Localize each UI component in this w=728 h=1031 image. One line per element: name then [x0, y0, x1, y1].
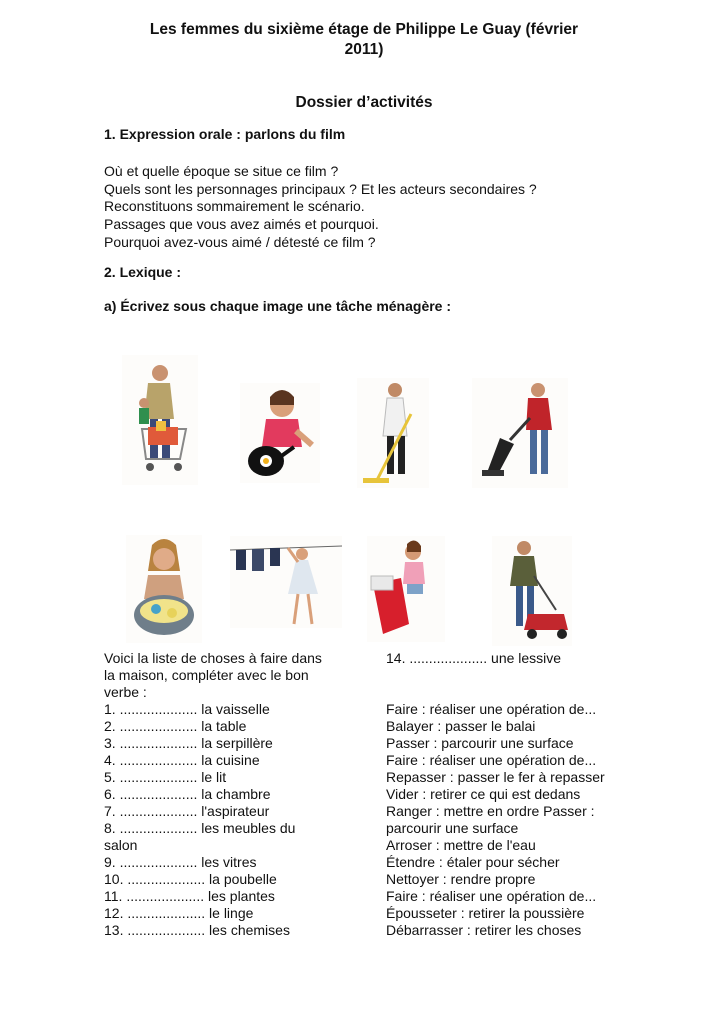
list-item: 1. .................... la vaisselle [104, 701, 270, 717]
woman-vacuuming-image [472, 378, 568, 488]
list-item: 4. .................... la cuisine [104, 752, 260, 768]
section-1-heading: 1. Expression orale : parlons du film [104, 126, 346, 142]
list-item-14: 14. .................... une lessive [386, 650, 562, 666]
question-5: Pourquoi avez-vous aimé / détesté ce film ? [104, 233, 376, 250]
definition-item: Balayer : passer le balai [386, 718, 536, 734]
man-lawn-mower-image [492, 536, 572, 646]
discussion-questions [104, 163, 537, 252]
verb-definitions [386, 650, 626, 939]
definition-item: Épousseter : retirer la poussière [386, 905, 585, 921]
list-item: 12. .................... le linge [104, 905, 254, 921]
document-title [104, 20, 624, 60]
question-4: Passages que vous avez aimés et pourquoi. [104, 216, 379, 233]
spacer [386, 667, 626, 684]
definition-item: Faire : réaliser une opération de... [386, 701, 597, 717]
title-line-1: Les femmes du sixième étage de Philippe Le Guay (février [149, 21, 579, 38]
definition-item: Faire : réaliser une opération de... [386, 888, 597, 904]
question-3: Reconstituons sommairement le scénario. [104, 198, 365, 215]
question-1: Où et quelle époque se situe ce film ? [104, 163, 339, 179]
list-item: 10. .................... la poubelle [104, 871, 277, 887]
intro-line-3: verbe : [104, 684, 147, 700]
definition-item: Repasser : passer le fer à repasser [386, 769, 605, 785]
list-item: 5. .................... le lit [104, 769, 227, 785]
definition-item: Nettoyer : rendre propre [386, 871, 536, 887]
intro-line-2: la maison, compléter avec le bon [104, 667, 309, 683]
section-2a-instruction: a) Écrivez sous chaque image une tâche ménagère : [104, 298, 452, 314]
woman-carrying-bags-image [367, 536, 445, 642]
man-shopping-cart-image [122, 355, 198, 485]
definition-item: parcourir une surface [386, 820, 519, 836]
woman-hanging-laundry-image [230, 536, 342, 628]
list-item: 8. .................... les meubles du [104, 820, 296, 836]
definition-item: Débarrasser : retirer les choses [386, 922, 582, 938]
list-item: 2. .................... la table [104, 718, 247, 734]
woman-laundry-basket-image [126, 535, 202, 643]
list-item: salon [104, 837, 138, 853]
definition-item: Arroser : mettre de l'eau [386, 837, 536, 853]
definition-item: Ranger : mettre en ordre Passer : [386, 803, 595, 819]
list-item: 9. .................... les vitres [104, 854, 257, 870]
list-item: 7. .................... l'aspirateur [104, 803, 270, 819]
man-mopping-image [357, 378, 429, 488]
intro-line-1: Voici la liste de choses à faire dans [104, 650, 322, 666]
woman-frying-pan-image [240, 383, 320, 483]
definition-item: Faire : réaliser une opération de... [386, 752, 597, 768]
chores-list [104, 650, 354, 939]
title-line-2: 2011) [344, 41, 384, 58]
question-2: Quels sont les personnages principaux ? Et les acteurs secondaires ? [104, 180, 537, 197]
spacer [386, 684, 626, 701]
document-subtitle: Dossier d’activités [295, 94, 433, 111]
list-item: 3. .................... la serpillère [104, 735, 273, 751]
list-item: 11. .................... les plantes [104, 888, 275, 904]
list-item: 13. .................... les chemises [104, 922, 290, 938]
list-item: 6. .................... la chambre [104, 786, 271, 802]
definition-item: Passer : parcourir une surface [386, 735, 574, 751]
definition-item: Étendre : étaler pour sécher [386, 854, 560, 870]
definition-item: Vider : retirer ce qui est dedans [386, 786, 581, 802]
section-2-heading: 2. Lexique : [104, 264, 182, 280]
